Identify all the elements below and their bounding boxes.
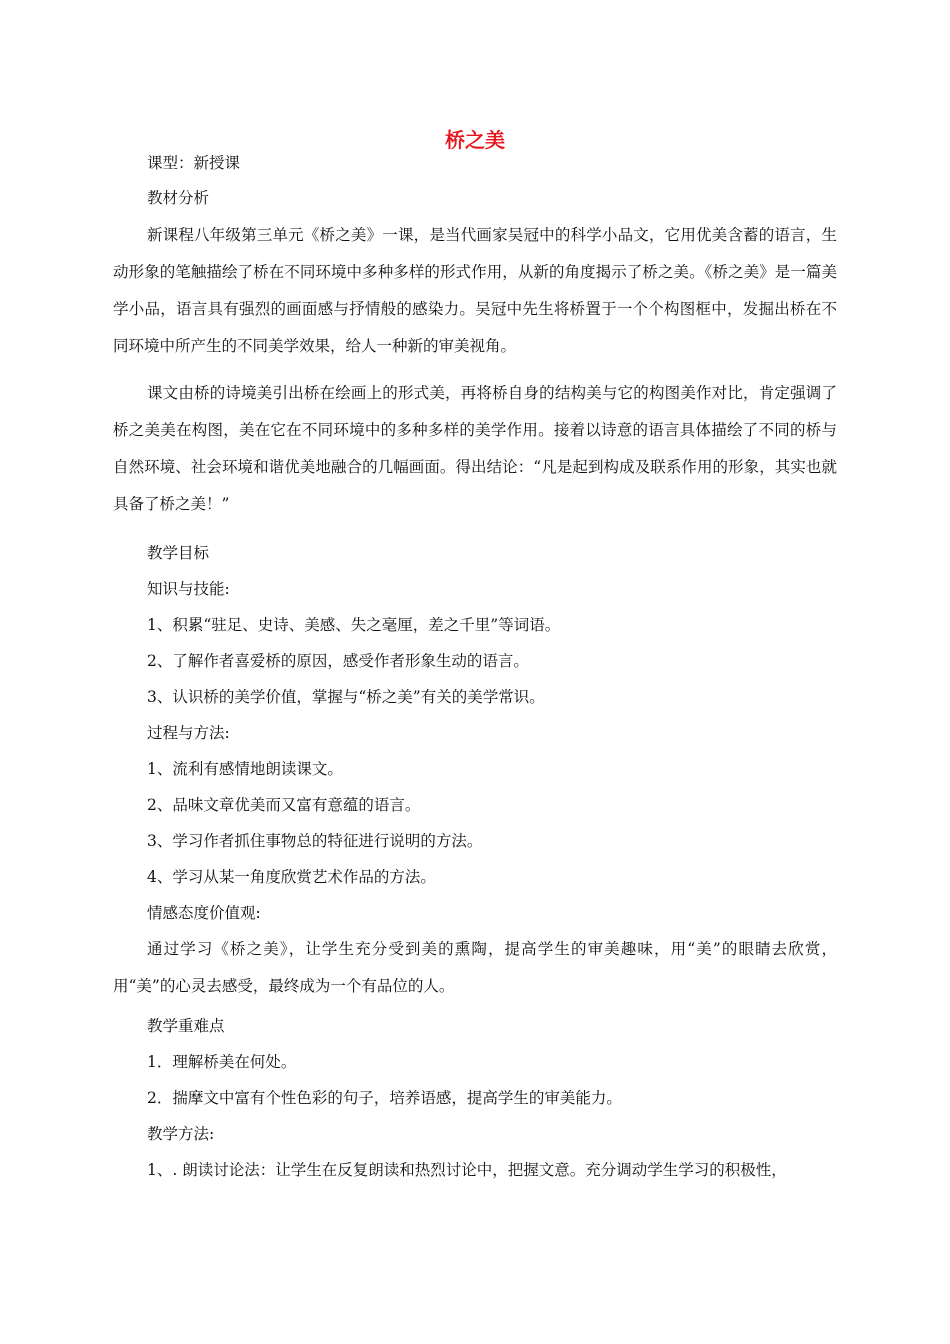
document-title: 桥之美	[445, 128, 505, 152]
list-item: 4、学习从某一角度欣赏艺术作品的方法。	[147, 868, 436, 886]
list-item: 1．理解桥美在何处。	[147, 1053, 297, 1071]
paragraph-material-1: 新课程八年级第三单元《桥之美》一课，是当代画家吴冠中的科学小品文，它用优美含蓄的语言，生动形象的笔触描绘了桥在不同环境中多种多样的形式作用，从新的角度揭示了桥之美。《桥之美》是一篇美学小品，语言具有强烈的画面感与抒情般的感染力。吴冠中先生将桥置于一个个构图框中，发掘出桥在不同环境中所产生的不同美学效果，给人一种新的审美视角。	[113, 226, 837, 355]
list-item: 3、学习作者抓住事物总的特征进行说明的方法。	[147, 832, 483, 850]
list-item: 2、品味文章优美而又富有意蕴的语言。	[147, 796, 421, 814]
heading-material-analysis: 教材分析	[147, 189, 210, 207]
list-item: 1、积累“驻足、史诗、美感、失之毫厘，差之千里”等词语。	[147, 616, 561, 634]
paragraph-emotion: 通过学习《桥之美》，让学生充分受到美的熏陶，提高学生的审美趣味，用“美”的眼睛去欣赏，用“美”的心灵去感受，最终成为一个有品位的人。	[113, 940, 837, 995]
list-item: 2．揣摩文中富有个性色彩的句子，培养语感，提高学生的审美能力。	[147, 1089, 622, 1107]
list-item: 1、流利有感情地朗读课文。	[147, 760, 343, 778]
paragraph-material-2: 课文由桥的诗境美引出桥在绘画上的形式美，再将桥自身的结构美与它的构图美作对比，肯定强调了桥之美美在构图，美在它在不同环境中的多种多样的美学作用。接着以诗意的语言具体描绘了不同的桥与自然环境、社会环境和谐优美地融合的几幅画面。得出结论：“凡是起到构成及联系作用的形象，其实也就具备了桥之美！”	[113, 384, 837, 513]
list-item: 3、认识桥的美学价值，掌握与“桥之美”有关的美学常识。	[147, 688, 545, 706]
heading-emotion-values: 情感态度价值观:	[147, 904, 261, 922]
heading-process-method: 过程与方法:	[147, 724, 230, 742]
course-type: 课型：新授课	[147, 154, 241, 172]
heading-teaching-methods: 教学方法:	[147, 1125, 215, 1143]
list-item: 1、. 朗读讨论法：让学生在反复朗读和热烈讨论中，把握文意。充分调动学生学习的积极性，	[147, 1161, 787, 1179]
list-item: 2、了解作者喜爱桥的原因，感受作者形象生动的语言。	[147, 652, 529, 670]
heading-knowledge-skills: 知识与技能:	[147, 580, 230, 598]
heading-teaching-goals: 教学目标	[147, 544, 210, 562]
heading-key-difficulties: 教学重难点	[147, 1017, 225, 1035]
